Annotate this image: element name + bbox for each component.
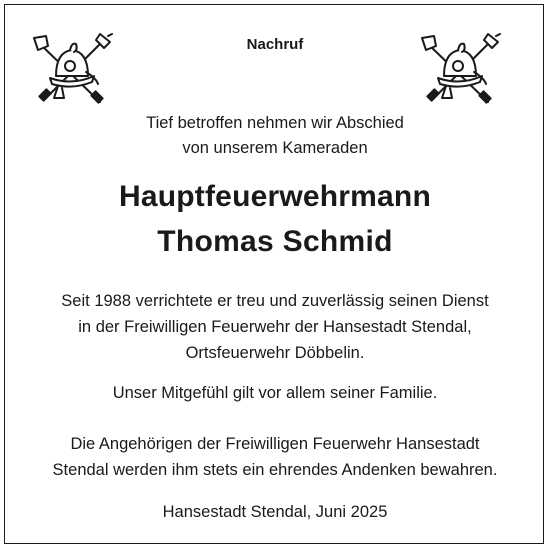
service-line: Seit 1988 verrichtete er treu und zuverlässig seinen Dienst	[61, 292, 489, 310]
place-date: Hansestadt Stendal, Juni 2025	[162, 503, 388, 521]
closing-text	[0, 431, 550, 483]
closing-line: Die Angehörigen der Freiwilligen Feuerwehr Hansestadt	[70, 435, 480, 453]
closing-line: Stendal werden ihm stets ein ehrendes Andenken bewahren.	[52, 461, 498, 479]
notice-heading: Nachruf	[246, 36, 304, 53]
intro-text	[0, 111, 550, 161]
deceased-name: Thomas Schmid	[157, 225, 393, 258]
deceased-rank: Hauptfeuerwehrmann	[119, 180, 431, 213]
intro-line: von unserem Kameraden	[182, 139, 368, 157]
service-line: in der Freiwilligen Feuerwehr der Hansestadt Stendal,	[78, 318, 472, 336]
service-line: Ortsfeuerwehr Döbbelin.	[185, 344, 365, 362]
service-text	[0, 288, 550, 366]
sympathy-text: Unser Mitgefühl gilt vor allem seiner Familie.	[112, 384, 438, 402]
intro-line: Tief betroffen nehmen wir Abschied	[146, 114, 404, 132]
